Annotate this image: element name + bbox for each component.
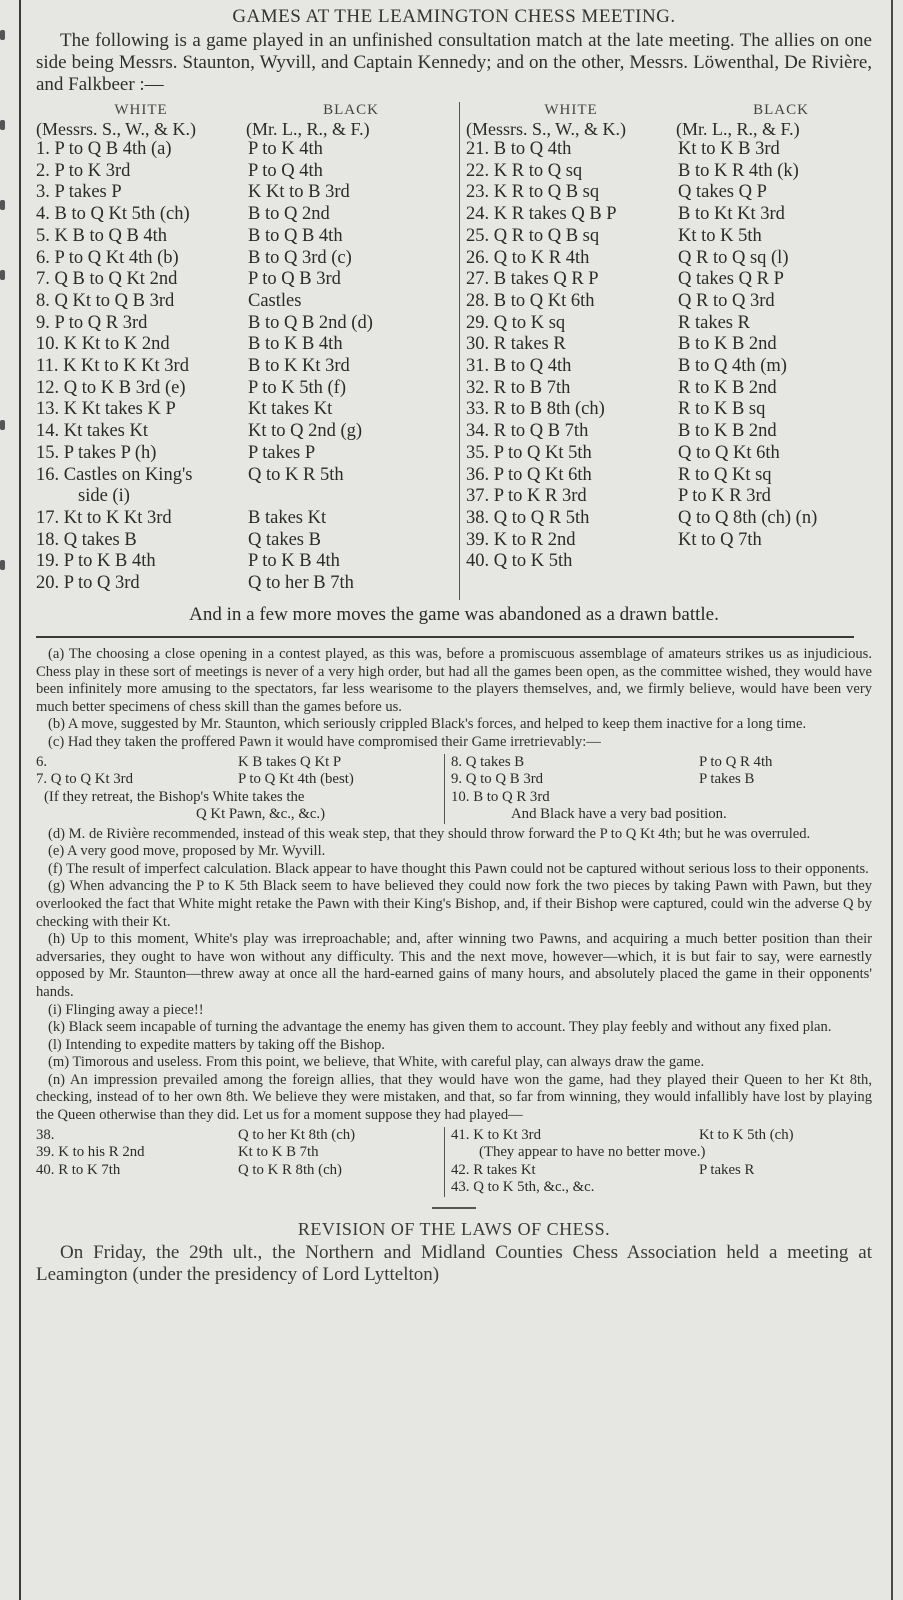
note-e: (e) A very good move, proposed by Mr. Wyvill. [48,843,326,860]
next-article-title: REVISION OF THE LAWS OF CHESS. [297,1218,611,1239]
move-row [466,399,886,421]
black-move [290,486,456,508]
white-move: 18. Q takes B [36,529,137,550]
black-move: P to K 4th [248,139,323,159]
black-move: Q to K R 8th (ch) [238,1161,342,1178]
black-move: B to Q B 2nd (d) [248,312,373,333]
move-row [466,269,886,291]
white-move: 6. [36,753,48,770]
black-move: P to K B 4th [248,551,340,572]
black-move [699,789,872,807]
move-row [36,530,456,552]
note-i: (i) Flinging away a piece!! [48,1001,204,1018]
black-move: B to Kt Kt 3rd [678,204,785,225]
white-move: 2. P to K 3rd [36,160,131,181]
black-move: P takes B [699,771,755,788]
move-row [466,291,886,313]
white-move: 39. K to his R 2nd [36,1144,145,1161]
black-players: (Mr. L., R., & F.) [246,119,370,139]
white-move: 12. Q to K B 3rd (e) [36,377,186,398]
white-move: 29. Q to K sq [466,312,566,333]
white-move: 39. K to R 2nd [466,529,576,550]
white-move: 43. Q to K 5th, &c., &c. [451,1179,595,1196]
white-move: side (i) [78,486,130,507]
black-move: P to Q 4th [248,160,323,181]
move-row [36,1162,444,1180]
move-row [466,226,886,248]
white-move: 27. B takes Q R P [466,269,599,290]
move-list [36,139,456,595]
white-move: 36. P to Q Kt 6th [466,464,592,485]
variation-c [36,754,872,824]
note-l: (l) Intending to expedite matters by taking off the Bishop. [48,1036,385,1053]
move-row [36,486,456,508]
note-m: (m) Timorous and useless. From this point, we believe, that White, with careful play, can always draw the game. [48,1054,705,1071]
move-row [466,334,886,356]
note-n: (n) An impression prevailed among the foreign allies, that they would have won the game, had they played their Queen to her Kt 8th, checking, instead of to her own 8th. We believe they were mistaken, and that, so far from winning, they would infallibly have lost by playing the Queen otherwise than they did. Let us for a moment suppose they had played— [36,1071,872,1124]
white-move: 13. K Kt takes K P [36,399,176,420]
black-move [699,1179,872,1197]
white-move: 30. R takes R [466,334,566,355]
newspaper-column [36,0,872,1286]
white-move: 31. B to Q 4th [466,356,572,377]
black-move: Q R to Q sq (l) [678,247,789,268]
black-move: R to K B 2nd [678,377,777,398]
black-move: Kt to Q 2nd (g) [248,421,363,442]
black-heading: BLACK [753,102,809,118]
black-move: K Kt to B 3rd [248,182,350,203]
white-move: 9. P to Q R 3rd [36,312,148,333]
white-move: 7. Q to Q Kt 3rd [36,771,133,788]
black-move: P to K 5th (f) [248,377,346,398]
black-move: Q to her B 7th [248,573,354,594]
black-move: B to K R 4th (k) [678,160,799,181]
white-players: (Messrs. S., W., & K.) [36,119,197,139]
move-row [451,754,872,772]
black-move: P takes R [699,1161,755,1178]
move-row [466,204,886,226]
black-move: B to Q B 4th [248,225,343,246]
black-move: P takes P [248,442,316,463]
move-row [36,204,456,226]
move-row [36,508,456,530]
white-move: 9. Q to Q B 3rd [451,771,544,788]
move-row [466,551,886,573]
white-move: 17. Kt to K Kt 3rd [36,507,172,528]
move-row [36,313,456,335]
white-move: 16. Castles on King's [36,464,193,485]
move-row [36,399,456,421]
black-move: Q to Q 8th (ch) (n) [678,507,818,528]
white-move: 5. K B to Q B 4th [36,225,168,246]
white-move: 11. K Kt to K Kt 3rd [36,356,189,377]
move-row [36,248,456,270]
white-move: 10. B to Q R 3rd [451,788,550,805]
white-move: 19. P to K B 4th [36,551,156,572]
moves-column-1-20 [36,102,456,595]
move-row [466,530,886,552]
white-move: 38. Q to Q R 5th [466,507,590,528]
players-header [36,119,456,139]
black-move: B to Q 2nd [248,204,330,225]
white-move: 34. R to Q B 7th [466,421,589,442]
black-players: (Mr. L., R., & F.) [676,119,800,139]
move-row [451,771,872,789]
white-move: 22. K R to Q sq [466,160,583,181]
white-move: 4. B to Q Kt 5th (ch) [36,204,190,225]
black-move: K B takes Q Kt P [238,753,342,770]
white-move: 40. Q to K 5th [466,551,573,572]
note-f: (f) The result of imperfect calculation. Black appear to have thought this Pawn could not be captured without serious loss to their opponents. [48,860,869,877]
variation-n [36,1127,872,1197]
note-g: (g) When advancing the P to K 5th Black seem to have believed they could now fork the two pieces by taking Pawn with Pawn, but they overlooked the fact that White might retake the Pawn with their King's Bishop, and, if their Bishop were captured, could win the adverse Q by checking with their Kt. [36,878,872,930]
move-row [36,1144,444,1162]
black-move: Castles [248,290,302,311]
black-move: B to Q 4th (m) [678,356,787,377]
move-row [36,291,456,313]
white-move: 23. K R to Q B sq [466,182,600,203]
move-row [466,248,886,270]
black-move: B takes Kt [248,507,327,528]
move-row [466,139,886,161]
white-move: 35. P to Q Kt 5th [466,442,592,463]
white-move: 25. Q R to Q B sq [466,225,600,246]
move-row [466,421,886,443]
black-move: Kt to K 5th (ch) [699,1126,794,1143]
note-a: (a) The choosing a close opening in a contest played, as this was, before a promiscuous assemblage of amateurs strikes us as injudicious. Chess play in these sort of meetings is never of a very high order, but had all the games been open, as the committee wished, they would have been infinitely more amusing to the spectators, far less wearisome to the players themselves, and, we firmly believe, would have been very much better specimens of chess skill than the games before us. [36,646,872,715]
black-move: B to K B 2nd [678,334,777,355]
white-move: 21. B to Q 4th [466,139,572,159]
variation-note: (They appear to have no better move.) [479,1144,706,1161]
game-result: And in a few more moves the game was abandoned as a drawn battle. [189,604,719,625]
black-heading: BLACK [323,102,379,118]
column-rule-right [891,0,893,1600]
white-move: 8. Q Kt to Q B 3rd [36,290,175,311]
move-row [36,182,456,204]
white-move: 42. R takes Kt [451,1161,536,1178]
black-move: R to K B sq [678,399,766,420]
move-row [36,139,456,161]
variation-note: (If they retreat, the Bishop's White takes the [44,788,305,805]
white-move: 37. P to K R 3rd [466,486,587,507]
white-move: 15. P takes P (h) [36,442,157,463]
article-intro: The following is a game played in an unfinished consultation match at the late meeting. The allies on one side being Messrs. Staunton, Wyvill, and Captain Kennedy; and on the other, Messrs. Löwenthal, De Rivière, and Falkbeer :— [36,30,872,95]
black-move: R takes R [678,312,750,333]
note-d: (d) M. de Rivière recommended, instead of this weak step, that they should throw forward the P to Q Kt 4th; but he was overruled. [48,825,811,842]
white-move: 14. Kt takes Kt [36,421,149,442]
black-move: Q to K R 5th [248,464,344,485]
white-players: (Messrs. S., W., & K.) [466,119,627,139]
move-row [451,1127,872,1145]
black-move: P to Q Kt 4th (best) [238,771,354,788]
white-move: 32. R to B 7th [466,377,571,398]
white-move: 28. B to Q Kt 6th [466,290,595,311]
short-divider [432,1207,476,1209]
note-c: (c) Had they taken the proffered Pawn it would have compromised their Game irretrievably:— [48,733,601,750]
white-move: 33. R to B 8th (ch) [466,399,605,420]
black-move [678,551,886,573]
black-move: Kt to K 5th [678,225,762,246]
move-row [36,161,456,183]
black-move: P to Q B 3rd [248,269,341,290]
white-move: 7. Q B to Q Kt 2nd [36,269,178,290]
left-margin-bleed [0,0,8,1600]
white-move: 6. P to Q Kt 4th (b) [36,247,179,268]
game-score [36,102,872,600]
move-row [451,1162,872,1180]
white-move: 41. K to Kt 3rd [451,1126,542,1143]
black-move: Q R to Q 3rd [678,290,775,311]
move-row [36,421,456,443]
variation-note: Q Kt Pawn, &c., &c.) [196,806,326,823]
black-move: B to Q 3rd (c) [248,247,352,268]
move-row [36,356,456,378]
black-move: Q takes Q P [678,182,767,203]
black-move: R to Q Kt sq [678,464,772,485]
black-move: P to Q R 4th [699,753,773,770]
white-move: 1. P to Q B 4th (a) [36,139,172,159]
black-move: Kt takes Kt [248,399,333,420]
black-move: Kt to K B 7th [238,1144,319,1161]
move-row [466,161,886,183]
move-row [36,771,444,789]
move-row [466,182,886,204]
white-move: 26. Q to K R 4th [466,247,590,268]
white-move: 40. R to K 7th [36,1161,121,1178]
white-move: 38. [36,1126,55,1143]
black-move: B to K B 4th [248,334,343,355]
score-header [466,102,886,119]
move-row [466,378,886,400]
note-k: (k) Black seem incapable of turning the advantage the enemy has given them to account. They play feebly and without any fixed plan. [48,1019,832,1036]
next-article-intro: On Friday, the 29th ult., the Northern and Midland Counties Chess Association held a meeting at Leamington (under the presidency of Lord Lyttelton) [36,1241,872,1285]
note-b: (b) A move, suggested by Mr. Staunton, which seriously crippled Black's forces, and helped to keep them inactive for a long time. [48,716,807,733]
column-rule-left [19,0,21,1600]
move-row [451,1179,872,1197]
move-row [36,551,456,573]
black-move: Kt to Q 7th [678,529,762,550]
move-row [466,443,886,465]
move-row [36,754,444,772]
black-move: Q takes B [248,529,321,550]
white-move: 3. P takes P [36,182,122,203]
players-header [466,119,886,139]
black-move: Q takes Q R P [678,269,784,290]
move-row [36,334,456,356]
move-row [36,443,456,465]
score-header [36,102,456,119]
black-move: B to K B 2nd [678,421,777,442]
black-move: B to K Kt 3rd [248,356,350,377]
variation-note: And Black have a very bad position. [511,806,727,823]
moves-column-21-40 [459,102,886,600]
white-move: 20. P to Q 3rd [36,573,140,594]
move-row [466,465,886,487]
section-divider [36,636,854,638]
move-row [466,313,886,335]
move-row [36,1127,444,1145]
move-row [466,356,886,378]
black-move: Q to her Kt 8th (ch) [238,1126,356,1143]
black-move: Q to Q Kt 6th [678,442,780,463]
white-move: 24. K R takes Q B P [466,204,617,225]
move-list [466,139,886,573]
black-move: Kt to K B 3rd [678,139,780,159]
move-row [466,486,886,508]
white-move: 8. Q takes B [451,753,525,770]
move-row [36,378,456,400]
white-heading: WHITE [544,102,598,118]
note-h: (h) Up to this moment, White's play was irreproachable; and, after winning two Pawns, and acquiring a much better position than their adversaries, they ought to have won without any difficulty. This and the next move, however—which, it is but fair to say, were earnestly opposed by Mr. Staunton—threw away at once all the hard-earned gains of many hours, and absolutely placed the game in their opponents' hands. [36,931,872,1000]
move-row [451,789,872,807]
black-move: P to K R 3rd [678,486,771,507]
move-row [36,465,456,487]
annotations [36,646,872,1197]
article-title: GAMES AT THE LEAMINGTON CHESS MEETING. [232,6,676,27]
move-row [36,226,456,248]
move-row [36,573,456,595]
move-row [36,269,456,291]
white-move: 10. K Kt to K 2nd [36,334,170,355]
white-heading: WHITE [114,102,168,118]
move-row [466,508,886,530]
